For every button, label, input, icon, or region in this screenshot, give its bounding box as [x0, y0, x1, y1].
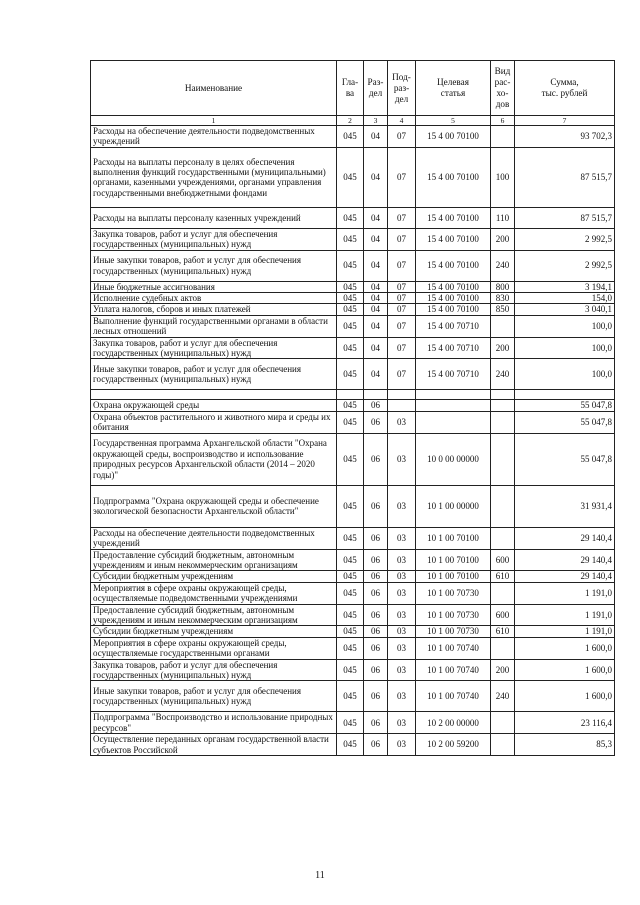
cell-chapter: 045	[337, 604, 364, 626]
cell-target: 15 4 00 70100	[416, 250, 491, 281]
cell-section: 04	[364, 126, 388, 148]
cell-kind	[491, 637, 515, 659]
cell-subsection	[388, 390, 416, 400]
cell-chapter: 045	[337, 228, 364, 250]
cell-section: 06	[364, 712, 388, 734]
cell-section: 04	[364, 281, 388, 292]
cell-target: 15 4 00 70710	[416, 315, 491, 337]
cell-sum: 1 600,0	[515, 681, 615, 712]
cell-chapter: 045	[337, 207, 364, 228]
cell-name: Предоставление субсидий бюджетным, автономным учреждениям и иным некоммерческим организациям	[91, 549, 337, 571]
cell-sum: 87 515,7	[515, 147, 615, 207]
cell-chapter: 045	[337, 250, 364, 281]
cell-target: 15 4 00 70100	[416, 207, 491, 228]
cell-kind: 610	[491, 626, 515, 637]
column-number: 2	[337, 116, 364, 126]
table-row	[91, 411, 615, 433]
cell-target: 10 1 00 70730	[416, 582, 491, 604]
cell-subsection: 03	[388, 604, 416, 626]
cell-name: Иные закупки товаров, работ и услуг для обеспечения государственных (муниципальных) нужд	[91, 250, 337, 281]
cell-target: 15 4 00 70710	[416, 337, 491, 359]
cell-chapter: 045	[337, 281, 364, 292]
table-row	[91, 337, 615, 359]
table-body	[91, 126, 615, 756]
cell-kind: 600	[491, 604, 515, 626]
table-row	[91, 604, 615, 626]
cell-name: Охрана объектов растительного и животного мира и среды их обитания	[91, 411, 337, 433]
cell-name: Мероприятия в сфере охраны окружающей среды, осуществляемые государственными органами	[91, 637, 337, 659]
cell-subsection: 03	[388, 411, 416, 433]
cell-name: Субсидии бюджетным учреждениям	[91, 571, 337, 582]
table-row	[91, 250, 615, 281]
table-row	[91, 147, 615, 207]
cell-target: 10 2 00 00000	[416, 712, 491, 734]
cell-chapter: 045	[337, 549, 364, 571]
cell-chapter: 045	[337, 337, 364, 359]
cell-name: Предоставление субсидий бюджетным, автономным учреждениям и иным некоммерческим организациям	[91, 604, 337, 626]
cell-section: 06	[364, 571, 388, 582]
column-number: 1	[91, 116, 337, 126]
cell-sum: 55 047,8	[515, 433, 615, 485]
cell-target	[416, 390, 491, 400]
cell-chapter: 045	[337, 659, 364, 681]
cell-chapter: 045	[337, 571, 364, 582]
cell-chapter: 045	[337, 527, 364, 549]
cell-kind	[491, 433, 515, 485]
table-row	[91, 315, 615, 337]
cell-subsection: 03	[388, 659, 416, 681]
header-chapter: Гла- ва	[337, 61, 364, 116]
cell-sum: 2 992,5	[515, 228, 615, 250]
table-row	[91, 207, 615, 228]
cell-sum: 29 140,4	[515, 571, 615, 582]
cell-chapter: 045	[337, 126, 364, 148]
header-name: Наименование	[91, 61, 337, 116]
cell-chapter: 045	[337, 293, 364, 304]
cell-target: 10 1 00 70730	[416, 626, 491, 637]
cell-sum: 87 515,7	[515, 207, 615, 228]
cell-section: 06	[364, 604, 388, 626]
cell-chapter: 045	[337, 582, 364, 604]
cell-sum: 154,0	[515, 293, 615, 304]
table-row	[91, 433, 615, 485]
cell-subsection: 03	[388, 681, 416, 712]
cell-section: 06	[364, 659, 388, 681]
header-target: Целевая статья	[416, 61, 491, 116]
cell-subsection: 07	[388, 126, 416, 148]
column-number: 3	[364, 116, 388, 126]
cell-section: 06	[364, 582, 388, 604]
cell-subsection: 03	[388, 582, 416, 604]
cell-kind: 240	[491, 681, 515, 712]
cell-chapter: 045	[337, 411, 364, 433]
cell-section: 06	[364, 637, 388, 659]
cell-target: 10 1 00 70740	[416, 659, 491, 681]
cell-sum: 29 140,4	[515, 527, 615, 549]
cell-name: Исполнение судебных актов	[91, 293, 337, 304]
cell-subsection: 07	[388, 304, 416, 315]
cell-sum	[515, 390, 615, 400]
cell-sum: 3 040,1	[515, 304, 615, 315]
cell-target: 10 1 00 70100	[416, 527, 491, 549]
cell-chapter: 045	[337, 712, 364, 734]
cell-target: 15 4 00 70100	[416, 281, 491, 292]
cell-sum: 55 047,8	[515, 411, 615, 433]
cell-target: 15 4 00 70100	[416, 304, 491, 315]
cell-kind	[491, 582, 515, 604]
cell-section: 04	[364, 250, 388, 281]
cell-target: 10 1 00 00000	[416, 485, 491, 527]
cell-kind: 800	[491, 281, 515, 292]
cell-section: 06	[364, 626, 388, 637]
cell-subsection: 03	[388, 712, 416, 734]
cell-target: 10 1 00 70740	[416, 637, 491, 659]
budget-table	[90, 60, 615, 756]
cell-sum: 100,0	[515, 359, 615, 390]
cell-section: 06	[364, 734, 388, 756]
column-number: 7	[515, 116, 615, 126]
table-row	[91, 527, 615, 549]
header-sum: Сумма, тыс. рублей	[515, 61, 615, 116]
cell-kind	[491, 485, 515, 527]
cell-section: 04	[364, 147, 388, 207]
cell-chapter: 045	[337, 433, 364, 485]
cell-kind: 240	[491, 250, 515, 281]
cell-kind: 240	[491, 359, 515, 390]
cell-sum: 100,0	[515, 337, 615, 359]
table-row	[91, 485, 615, 527]
cell-target: 10 0 00 00000	[416, 433, 491, 485]
cell-section: 04	[364, 359, 388, 390]
header-section: Раз- дел	[364, 61, 388, 116]
cell-name: Охрана окружающей среды	[91, 400, 337, 411]
cell-subsection: 07	[388, 281, 416, 292]
cell-subsection: 07	[388, 147, 416, 207]
cell-subsection: 03	[388, 626, 416, 637]
cell-kind: 110	[491, 207, 515, 228]
table-row	[91, 293, 615, 304]
cell-subsection: 03	[388, 637, 416, 659]
cell-chapter: 045	[337, 637, 364, 659]
cell-subsection: 03	[388, 485, 416, 527]
cell-target: 10 1 00 70100	[416, 549, 491, 571]
cell-sum: 2 992,5	[515, 250, 615, 281]
cell-sum: 23 116,4	[515, 712, 615, 734]
cell-kind: 200	[491, 659, 515, 681]
cell-subsection: 03	[388, 527, 416, 549]
cell-chapter: 045	[337, 315, 364, 337]
table-row	[91, 681, 615, 712]
cell-section: 06	[364, 433, 388, 485]
cell-name: Подпрограмма "Охрана окружающей среды и обеспечение экологической безопасности Архангельской области"	[91, 485, 337, 527]
table-row	[91, 626, 615, 637]
cell-sum: 1 191,0	[515, 626, 615, 637]
cell-section: 04	[364, 304, 388, 315]
cell-subsection: 03	[388, 549, 416, 571]
cell-kind	[491, 734, 515, 756]
cell-kind: 830	[491, 293, 515, 304]
cell-kind	[491, 411, 515, 433]
cell-kind	[491, 390, 515, 400]
cell-name: Уплата налогов, сборов и иных платежей	[91, 304, 337, 315]
cell-name: Закупка товаров, работ и услуг для обеспечения государственных (муниципальных) нужд	[91, 337, 337, 359]
cell-kind: 600	[491, 549, 515, 571]
cell-kind	[491, 126, 515, 148]
cell-kind: 100	[491, 147, 515, 207]
cell-kind	[491, 527, 515, 549]
cell-name: Мероприятия в сфере охраны окружающей среды, осуществляемые подведомственными учреждениями	[91, 582, 337, 604]
column-number: 5	[416, 116, 491, 126]
cell-section: 06	[364, 400, 388, 411]
table-row	[91, 390, 615, 400]
cell-sum: 55 047,8	[515, 400, 615, 411]
cell-subsection: 07	[388, 337, 416, 359]
cell-name: Государственная программа Архангельской области "Охрана окружающей среды, воспроизводство и использование природных ресурсов Архангельской области (2014 – 2020 годы)"	[91, 433, 337, 485]
header-kind: Вид рас- хо- дов	[491, 61, 515, 116]
table-row	[91, 659, 615, 681]
cell-kind	[491, 712, 515, 734]
cell-kind: 200	[491, 228, 515, 250]
table-row	[91, 304, 615, 315]
cell-section: 04	[364, 228, 388, 250]
table-row	[91, 734, 615, 756]
cell-subsection: 07	[388, 315, 416, 337]
cell-name: Выполнение функций государственными органами в области лесных отношений	[91, 315, 337, 337]
cell-subsection: 03	[388, 433, 416, 485]
cell-chapter: 045	[337, 734, 364, 756]
cell-section: 06	[364, 549, 388, 571]
cell-subsection: 07	[388, 293, 416, 304]
cell-name: Иные закупки товаров, работ и услуг для обеспечения государственных (муниципальных) нужд	[91, 359, 337, 390]
cell-chapter: 045	[337, 147, 364, 207]
cell-section: 04	[364, 207, 388, 228]
cell-section: 04	[364, 293, 388, 304]
cell-subsection: 07	[388, 359, 416, 390]
cell-kind	[491, 315, 515, 337]
cell-name	[91, 390, 337, 400]
cell-sum: 29 140,4	[515, 549, 615, 571]
table-row	[91, 712, 615, 734]
cell-subsection	[388, 400, 416, 411]
cell-name: Расходы на обеспечение деятельности подведомственных учреждений	[91, 126, 337, 148]
cell-target: 10 1 00 70100	[416, 571, 491, 582]
cell-target: 15 4 00 70100	[416, 126, 491, 148]
cell-sum: 1 191,0	[515, 604, 615, 626]
table-row	[91, 228, 615, 250]
column-number-row	[91, 116, 615, 126]
cell-chapter: 045	[337, 626, 364, 637]
cell-name: Расходы на выплаты персоналу казенных учреждений	[91, 207, 337, 228]
cell-target: 15 4 00 70100	[416, 147, 491, 207]
table-row	[91, 400, 615, 411]
cell-subsection: 07	[388, 207, 416, 228]
cell-subsection: 07	[388, 250, 416, 281]
cell-chapter: 045	[337, 400, 364, 411]
cell-section: 04	[364, 337, 388, 359]
cell-kind: 200	[491, 337, 515, 359]
cell-kind: 850	[491, 304, 515, 315]
table-row	[91, 359, 615, 390]
cell-section	[364, 390, 388, 400]
cell-chapter: 045	[337, 485, 364, 527]
cell-sum: 1 600,0	[515, 659, 615, 681]
cell-sum: 31 931,4	[515, 485, 615, 527]
cell-kind: 610	[491, 571, 515, 582]
cell-name: Субсидии бюджетным учреждениям	[91, 626, 337, 637]
cell-sum: 93 702,3	[515, 126, 615, 148]
cell-chapter: 045	[337, 304, 364, 315]
cell-chapter	[337, 390, 364, 400]
cell-section: 06	[364, 527, 388, 549]
cell-kind	[491, 400, 515, 411]
cell-target	[416, 400, 491, 411]
table-row	[91, 126, 615, 148]
cell-target: 15 4 00 70710	[416, 359, 491, 390]
cell-section: 06	[364, 411, 388, 433]
cell-name: Подпрограмма "Воспроизводство и использование природных ресурсов"	[91, 712, 337, 734]
cell-name: Осуществление переданных органам государственной власти субъектов Российской	[91, 734, 337, 756]
cell-sum: 100,0	[515, 315, 615, 337]
cell-section: 06	[364, 681, 388, 712]
cell-chapter: 045	[337, 359, 364, 390]
cell-sum: 85,3	[515, 734, 615, 756]
cell-section: 04	[364, 315, 388, 337]
cell-target: 15 4 00 70100	[416, 228, 491, 250]
cell-name: Закупка товаров, работ и услуг для обеспечения государственных (муниципальных) нужд	[91, 228, 337, 250]
table-row	[91, 582, 615, 604]
cell-subsection: 03	[388, 734, 416, 756]
table-row	[91, 281, 615, 292]
cell-section: 06	[364, 485, 388, 527]
cell-name: Расходы на выплаты персоналу в целях обеспечения выполнения функций государственными (муниципальными) органами, казенными учреждениями, органами управления государственными внебюджетными фондами	[91, 147, 337, 207]
cell-name: Расходы на обеспечение деятельности подведомственных учреждений	[91, 527, 337, 549]
cell-name: Иные закупки товаров, работ и услуг для обеспечения государственных (муниципальных) нужд	[91, 681, 337, 712]
table-row	[91, 637, 615, 659]
cell-target: 15 4 00 70100	[416, 293, 491, 304]
table-row	[91, 549, 615, 571]
cell-name: Закупка товаров, работ и услуг для обеспечения государственных (муниципальных) нужд	[91, 659, 337, 681]
table-row	[91, 571, 615, 582]
cell-target	[416, 411, 491, 433]
cell-subsection: 03	[388, 571, 416, 582]
cell-sum: 3 194,1	[515, 281, 615, 292]
header-row	[91, 61, 615, 116]
cell-target: 10 2 00 59200	[416, 734, 491, 756]
cell-subsection: 07	[388, 228, 416, 250]
column-number: 6	[491, 116, 515, 126]
column-number: 4	[388, 116, 416, 126]
header-subsection: Под- раз- дел	[388, 61, 416, 116]
page-number: 11	[315, 870, 325, 881]
cell-chapter: 045	[337, 681, 364, 712]
cell-sum: 1 600,0	[515, 637, 615, 659]
cell-target: 10 1 00 70740	[416, 681, 491, 712]
cell-sum: 1 191,0	[515, 582, 615, 604]
cell-target: 10 1 00 70730	[416, 604, 491, 626]
cell-name: Иные бюджетные ассигнования	[91, 281, 337, 292]
